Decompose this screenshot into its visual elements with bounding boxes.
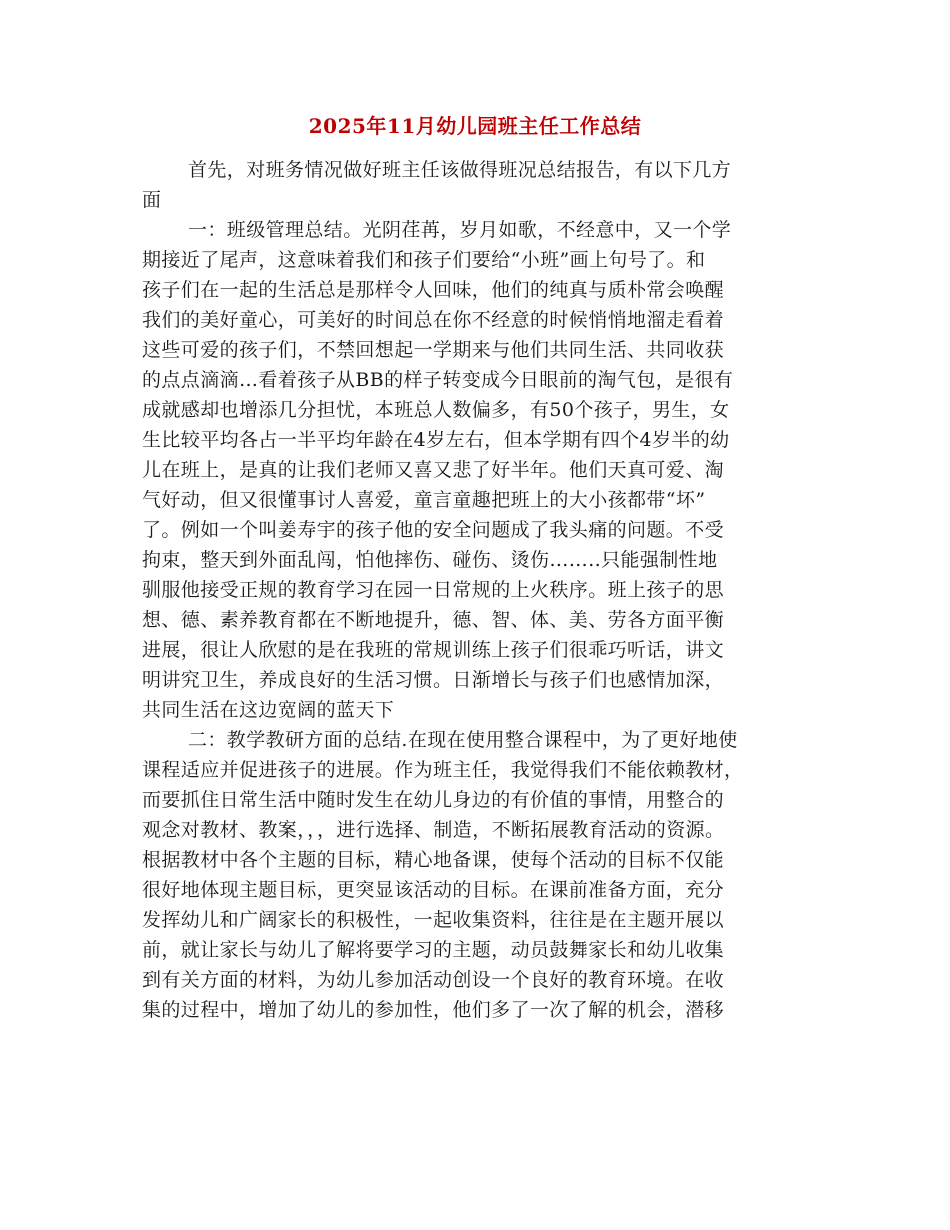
document-body (142, 155, 808, 1025)
text-line: 观念对教材、教案，，，进行选择、制造，不断拓展教育活动的资源。 (142, 819, 725, 841)
text-line: 集的过程中，增加了幼儿的参加性，他们多了一次了解的机会，潜移 (142, 999, 725, 1021)
text-line: 到有关方面的材料，为幼儿参加活动创设一个良好的教育环境。在收 (142, 969, 725, 991)
text-line: 一：班级管理总结。光阴荏苒，岁月如歌，不经意中，又一个学 (188, 219, 732, 241)
text-line: 二：教学教研方面的总结.在现在使用整合课程中，为了更好地使 (188, 729, 738, 751)
document-title: 2025年11月幼儿园班主任工作总结 (308, 114, 642, 138)
text-line: 根据教材中各个主题的目标，精心地备课，使每个活动的目标不仅能 (142, 849, 725, 871)
text-line: 期接近了尾声，这意味着我们和孩子们要给“小班”画上句号了。和 (142, 249, 706, 271)
text-line: 发挥幼儿和广阔家长的积极性，一起收集资料，往往是在主题开展以 (142, 909, 725, 931)
text-line: 想、德、素养教育都在不断地提升，德、智、体、美、劳各方面平衡 (142, 609, 725, 631)
text-line: 首先，对班务情况做好班主任该做得班况总结报告，有以下几方 (188, 159, 732, 181)
text-line: 了。例如一个叫姜寿宇的孩子他的安全问题成了我头痛的问题。不受 (142, 519, 725, 541)
text-line: 很好地体现主题目标，更突显该活动的目标。在课前准备方面，充分 (142, 879, 725, 901)
text-line: 前，就让家长与幼儿了解将要学习的主题，动员鼓舞家长和幼儿收集 (142, 939, 725, 961)
text-line: 孩子们在一起的生活总是那样令人回味，他们的纯真与质朴常会唤醒 (142, 279, 725, 301)
text-line: 生比较平均各占一半平均年龄在4岁左右，但本学期有四个4岁半的幼 (142, 429, 730, 451)
text-line: 这些可爱的孩子们，不禁回想起一学期来与他们共同生活、共同收获 (142, 339, 725, 361)
text-line: 气好动，但又很懂事讨人喜爱，童言童趣把班上的大小孩都带“坏” (142, 489, 706, 511)
text-line: 共同生活在这边宽阔的蓝天下 (142, 699, 395, 721)
text-line: 驯服他接受正规的教育学习在园一日常规的上火秩序。班上孩子的思 (142, 579, 725, 601)
text-line: 面 (142, 189, 162, 211)
text-line: 进展，很让人欣慰的是在我班的常规训练上孩子们很乖巧听话，讲文 (142, 639, 725, 661)
text-line: 而要抓住日常生活中随时发生在幼儿身边的有价值的事情，用整合的 (142, 789, 725, 811)
text-line: 拘束，整天到外面乱闯，怕他摔伤、碰伤、烫伤……..只能强制性地 (142, 549, 718, 571)
text-line: 课程适应并促进孩子的进展。作为班主任，我觉得我们不能依赖教材， (142, 759, 744, 781)
text-line: 我们的美好童心，可美好的时间总在你不经意的时候悄悄地溜走看着 (142, 309, 725, 331)
text-line: 明讲究卫生，养成良好的生活习惯。日渐增长与孩子们也感情加深， (142, 669, 725, 691)
text-line: 成就感却也增添几分担忧，本班总人数偏多，有50个孩子，男生，女 (142, 399, 730, 421)
text-line: 儿在班上，是真的让我们老师又喜又悲了好半年。他们天真可爱、淘 (142, 459, 725, 481)
text-line: 的点点滴滴…看着孩子从BB的样子转变成今日眼前的淘气包，是很有 (142, 369, 734, 391)
